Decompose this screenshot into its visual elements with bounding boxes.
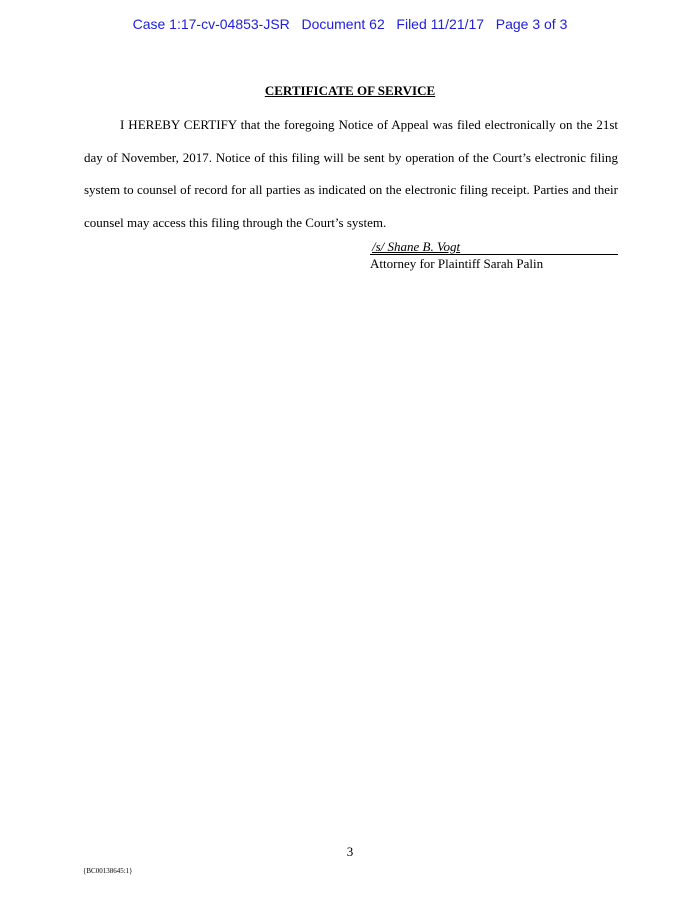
signature-role: Attorney for Plaintiff Sarah Palin [370, 256, 544, 271]
document-id: {BC00138645:1} [83, 867, 133, 875]
case-header-stamp: Case 1:17-cv-04853-JSR Document 62 Filed 11/21/17 Page 3 of 3 [132, 16, 568, 32]
certificate-body: I HEREBY CERTIFY that the foregoing Notice of Appeal was filed electronically on the 21st day of November, 2017. Notice of this filing will be sent by operation of the Court’s electronic filing system to counsel of record for all parties as indicated on the electronic filing receipt. Parties and their counsel may access this filing through the Court’s system. [84, 117, 618, 230]
certificate-title: CERTIFICATE OF SERVICE [264, 83, 436, 98]
signature-name: /s/ Shane B. Vogt [372, 239, 461, 254]
page-number: 3 [346, 844, 354, 859]
signature-block [370, 240, 618, 271]
signature-line [370, 240, 618, 255]
